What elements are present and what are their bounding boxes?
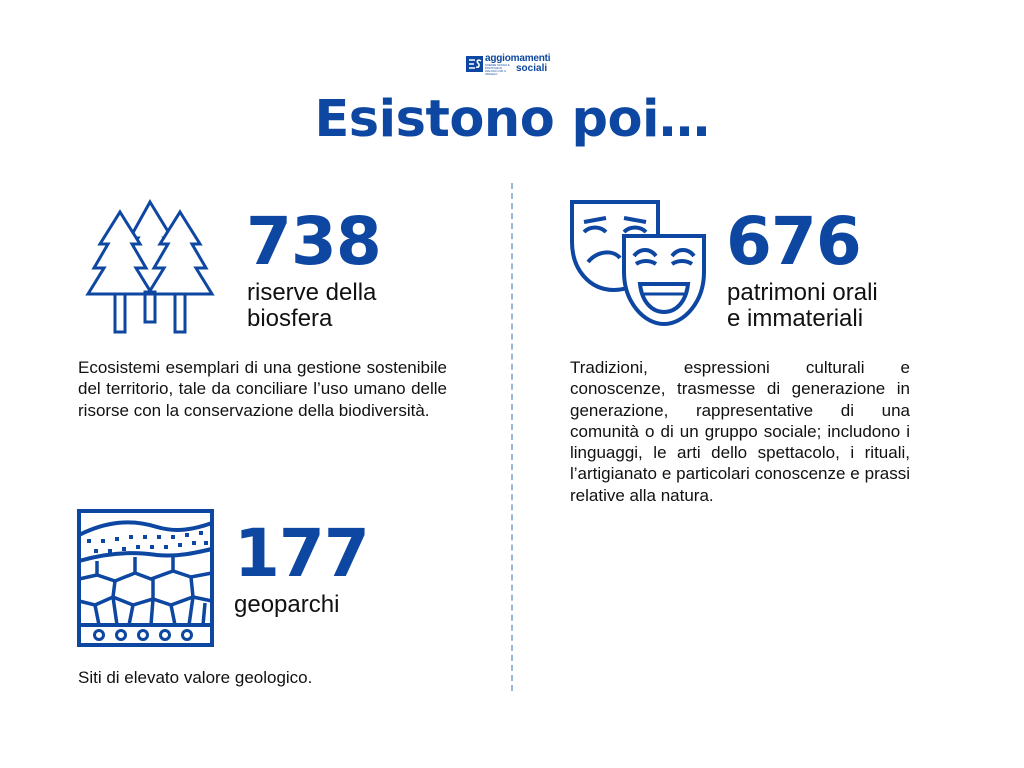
theater-masks-icon xyxy=(568,198,708,328)
page-title: Esistono poi… xyxy=(314,90,710,149)
logo-name-line1: aggiomamenti xyxy=(485,53,551,64)
logo-name-line2: sociali xyxy=(516,63,548,74)
stat-label-biosphere-line2: biosfera xyxy=(247,305,333,332)
stat-label-heritage-line2: e immateriali xyxy=(727,305,864,332)
stat-description-biosphere: Ecosistemi esemplari di una gestione sostenibile del territorio, tale da conciliare l’uso umano delle risorse con la conservazione della biodiversità. xyxy=(78,358,447,420)
stat-number-heritage: 676 xyxy=(726,203,861,280)
brand-logo xyxy=(466,54,562,74)
logo-mark-icon xyxy=(466,56,483,72)
stat-description-geoparks: Siti di elevato valore geologico. xyxy=(78,668,313,687)
stat-label-geoparks: geoparchi xyxy=(234,591,340,618)
stat-label-heritage-line1: patrimoni orali xyxy=(727,279,878,306)
trees-icon xyxy=(84,198,220,338)
stat-number-geoparks: 177 xyxy=(234,515,369,592)
stat-label-biosphere-line1: riserve della xyxy=(247,279,377,306)
logo-tagline: SCIENZE SOCIALI E POLITICHE IN DIALOGO CON IL VANGELO xyxy=(485,64,510,76)
column-divider xyxy=(511,183,513,691)
stat-description-heritage: Tradizioni, espressioni culturali e conoscenze, trasmesse di generazione in generazione, rappresentative di una comunità o di un gruppo sociale; includono i linguaggi, le arti dello spettacolo, i rituali, l’artigianato e particolari conoscenze e prassi relative alla natura. xyxy=(570,358,910,505)
stat-number-biosphere: 738 xyxy=(246,203,381,280)
geology-layers-icon xyxy=(77,509,214,647)
